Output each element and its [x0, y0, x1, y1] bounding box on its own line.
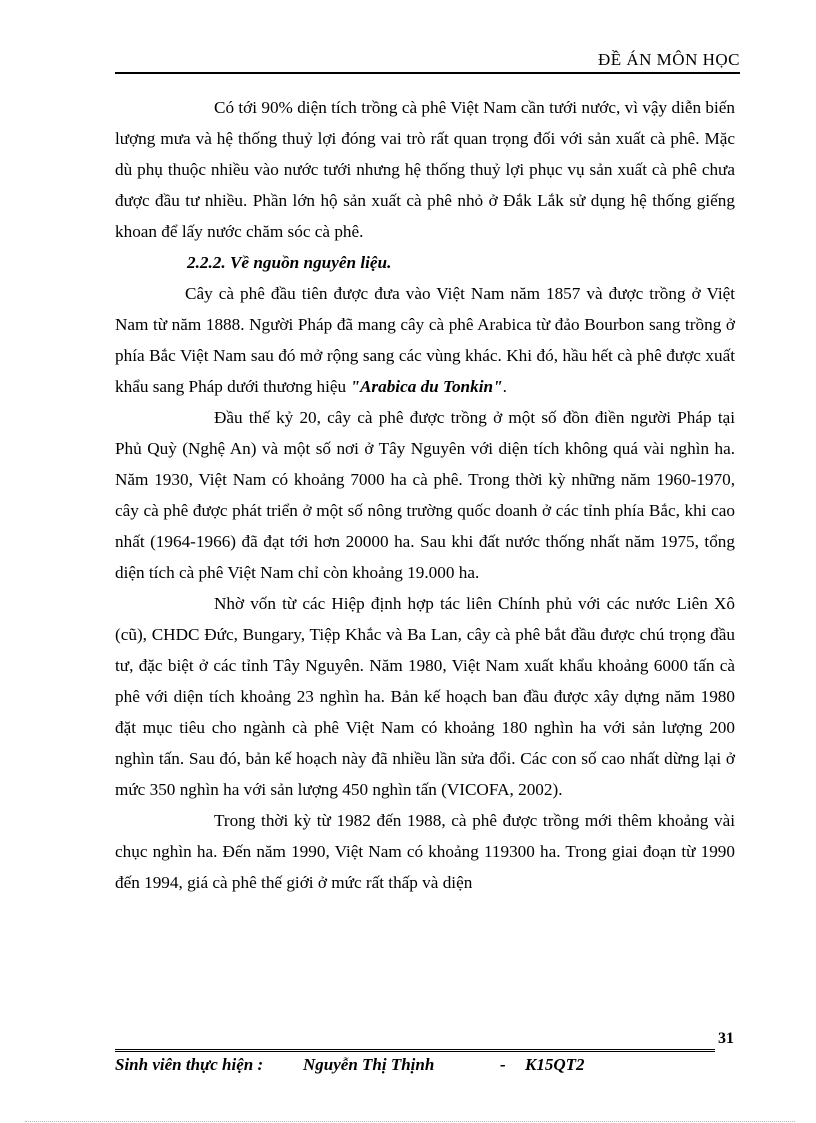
paragraph-1982-1988: Trong thời kỳ từ 1982 đến 1988, cà phê được trồng mới thêm khoảng vài chục nghìn ha. Đến năm 1990, Việt Nam có khoảng 119300 ha. Trong giai đoạn từ 1990 đến 1994, giá cà phê thế giới ở mức rất thấp và diện — [115, 811, 735, 892]
footer-rule — [115, 1049, 715, 1052]
footer-student-name: Nguyễn Thị Thịnh — [303, 1055, 435, 1074]
page-number: 31 — [718, 1030, 734, 1047]
paragraph-history-text: Cây cà phê đầu tiên được đưa vào Việt Nam năm 1857 và được trồng ở Việt Nam từ năm 1888. Người Pháp đã mang cây cà phê Arabica từ đảo Bourbon sang trồng ở phía Bắc Việt Nam sau đó mở rộng sang các vùng khác. Khi đó, hầu hết cà phê được xuất khẩu sang Pháp dưới thương hiệu — [115, 284, 735, 396]
footer-class-code: K15QT2 — [525, 1055, 585, 1074]
brand-name: "Arabica du Tonkin" — [350, 377, 503, 396]
footer-separator: - — [500, 1055, 506, 1074]
paragraph-irrigation: Có tới 90% diện tích trồng cà phê Việt Nam cần tưới nước, vì vậy diễn biến lượng mưa và hệ thống thuỷ lợi đóng vai trò rất quan trọng đối với sản xuất cà phê. Mặc dù phụ thuộc nhiều vào nước tưới nhưng hệ thống thuỷ lợi phục vụ sản xuất cà phê chưa được đầu tư nhiều. Phần lớn hộ sản xuất cà phê nhỏ ở Đắk Lắk sử dụng hệ thống giếng khoan để lấy nước chăm sóc cà phê. — [115, 98, 735, 241]
paragraph-history — [115, 278, 735, 402]
paragraph-cooperation: Nhờ vốn từ các Hiệp định hợp tác liên Chính phủ với các nước Liên Xô (cũ), CHDC Đức, Bungary, Tiệp Khắc và Ba Lan, cây cà phê bắt đầu được chú trọng đầu tư, đặc biệt ở các tỉnh Tây Nguyên. Năm 1980, Việt Nam xuất khẩu khoảng 6000 tấn cà phê với diện tích khoảng 23 nghìn ha. Bản kế hoạch ban đầu được xây dựng năm 1980 đặt mục tiêu cho ngành cà phê Việt Nam có khoảng 180 nghìn ha với sản lượng 200 nghìn tấn. Sau đó, bản kế hoạch này đã nhiều lần sửa đổi. Các con số cao nhất dừng lại ở mức 350 nghìn ha với sản lượng 450 nghìn tấn (VICOFA, 2002). — [115, 594, 735, 799]
page-header — [115, 50, 740, 72]
footer-label: Sinh viên thực hiện : — [115, 1055, 264, 1074]
section-heading: 2.2.2. Về nguồn nguyên liệu. — [187, 253, 392, 272]
header-title: ĐỀ ÁN MÔN HỌC — [597, 50, 740, 69]
paragraph-early-century: Đầu thế kỷ 20, cây cà phê được trồng ở một số đồn điền người Pháp tại Phủ Quỳ (Nghệ An) và một số nơi ở Tây Nguyên với diện tích không quá vài nghìn ha. Năm 1930, Việt Nam có khoảng 7000 ha cà phê. Trong thời kỳ những năm 1960-1970, cây cà phê được phát triển ở một số nông trường quốc doanh ở các tỉnh phía Bắc, khi cao nhất (1964-1966) đã đạt tới hơn 20000 ha. Sau khi đất nước thống nhất năm 1975, tổng diện tích cà phê Việt Nam chỉ còn khoảng 19.000 ha. — [115, 408, 735, 582]
page-edge — [25, 1121, 795, 1122]
document-body — [115, 92, 735, 898]
paragraph-history-end: . — [502, 377, 507, 396]
header-rule — [115, 72, 740, 74]
